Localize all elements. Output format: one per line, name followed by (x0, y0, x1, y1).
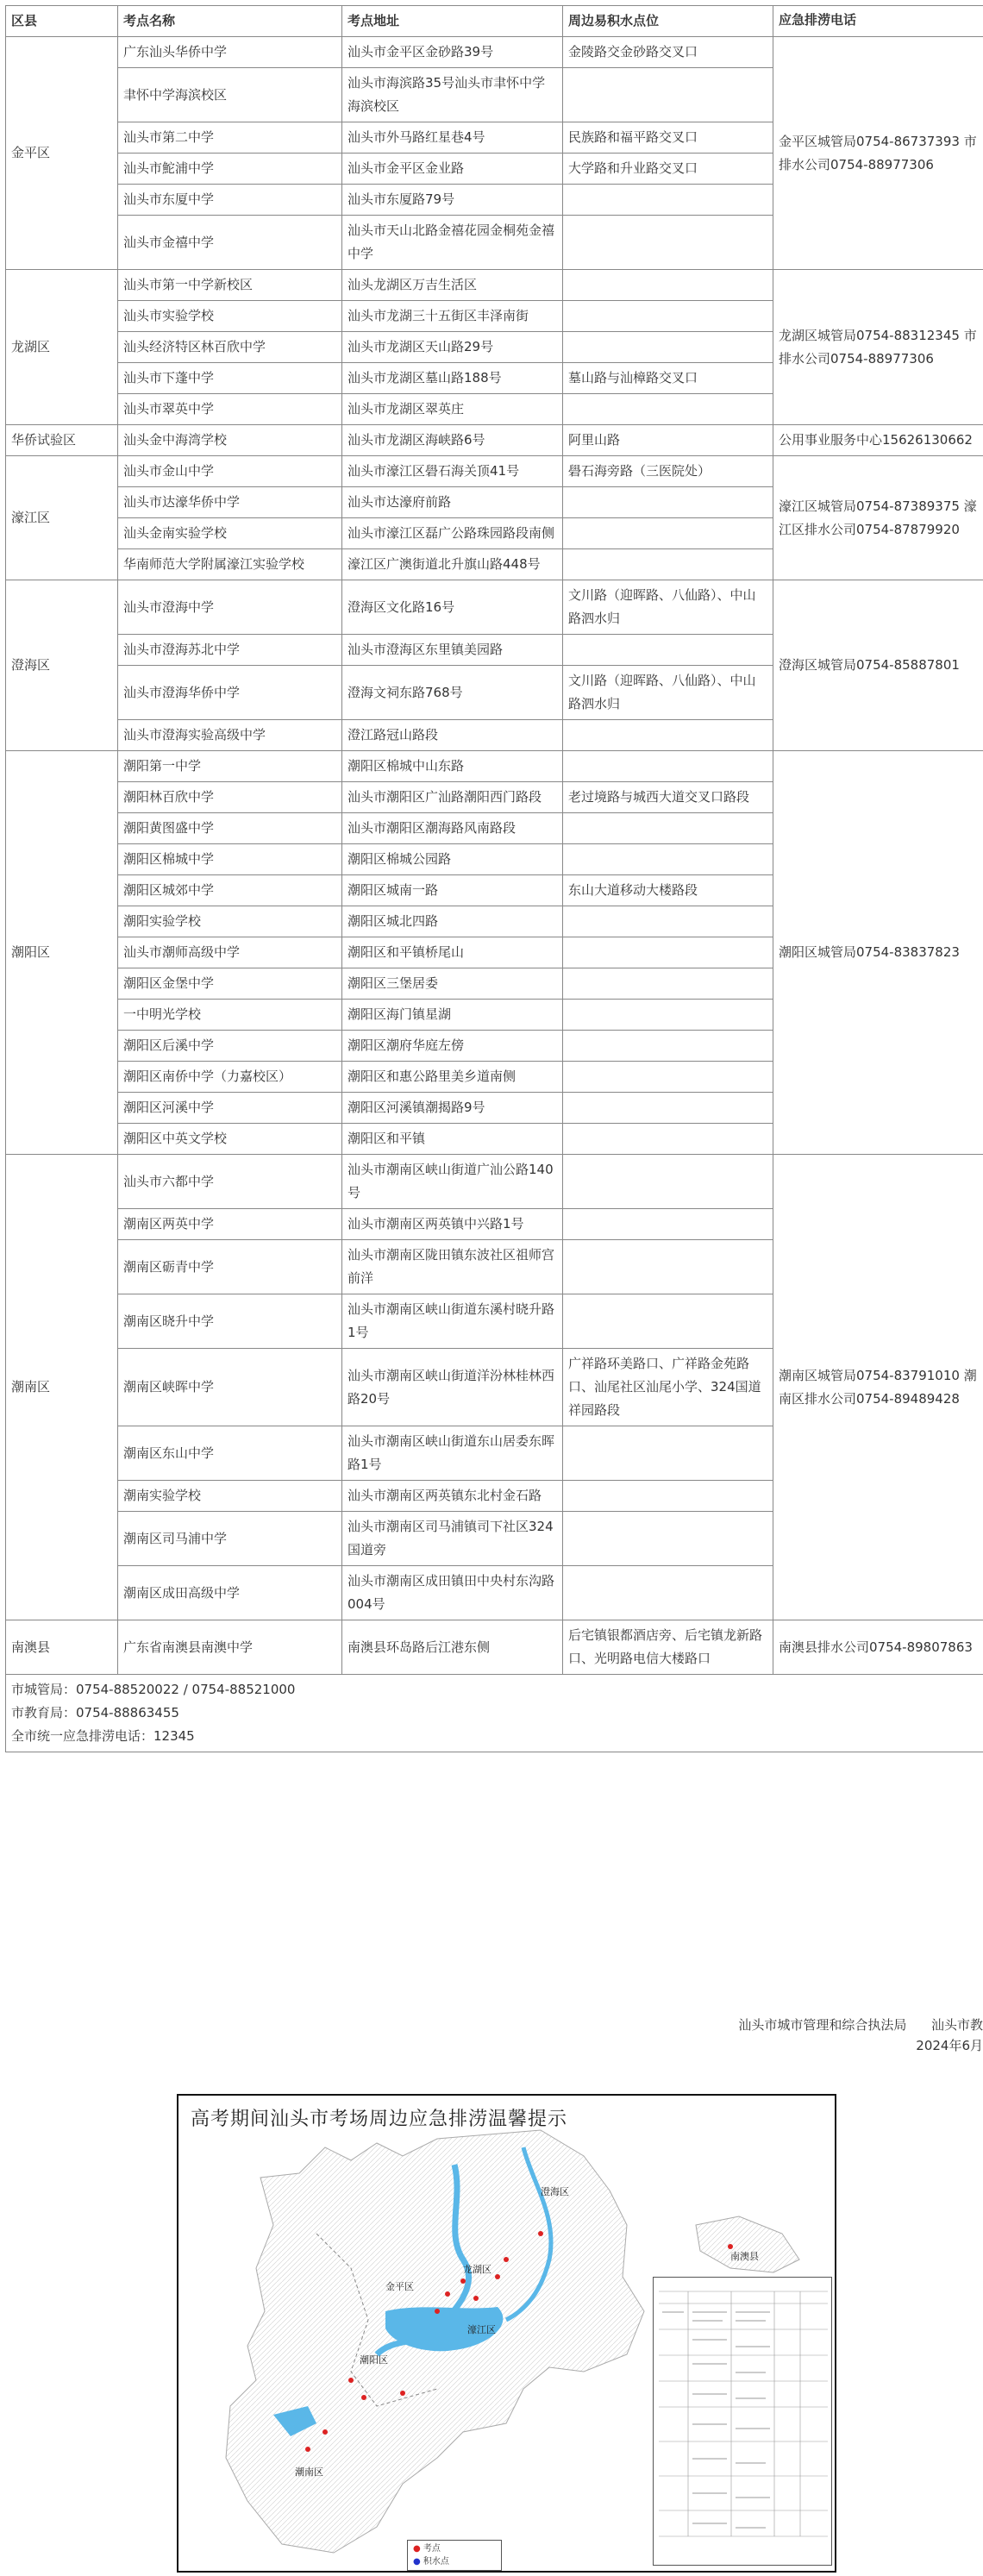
header-address: 考点地址 (342, 6, 563, 37)
school-cell: 汕头市澄海苏北中学 (118, 635, 342, 666)
school-cell: 潮阳区后溪中学 (118, 1031, 342, 1062)
address-cell: 潮阳区棉城中山东路 (342, 751, 563, 782)
school-cell: 汕头市东厦中学 (118, 185, 342, 216)
address-cell: 汕头市达濠府前路 (342, 487, 563, 518)
map-label: 潮南区 (295, 2466, 323, 2478)
district-cell: 南澳县 (6, 1620, 118, 1675)
school-cell: 潮南区东山中学 (118, 1426, 342, 1481)
address-cell: 潮阳区城北四路 (342, 906, 563, 937)
address-cell: 潮阳区河溪镇潮揭路9号 (342, 1093, 563, 1124)
school-cell: 汕头市实验学校 (118, 301, 342, 332)
school-cell: 潮阳第一中学 (118, 751, 342, 782)
school-cell: 潮南区成田高级中学 (118, 1566, 342, 1620)
school-cell: 潮阳区南侨中学（力嘉校区） (118, 1062, 342, 1093)
phone-cell: 金平区城管局0754-86737393 市排水公司0754-88977306 (773, 37, 983, 270)
flood-cell (563, 216, 773, 270)
legend-flood-icon: ● (413, 2557, 421, 2567)
flood-cell: 广祥路环美路口、广祥路金苑路口、汕尾社区汕尾小学、324国道祥园路段 (563, 1349, 773, 1426)
address-cell: 汕头市潮南区峡山街道东溪村晓升路1号 (342, 1294, 563, 1349)
header-phone: 应急排涝电话 (773, 6, 983, 37)
flood-cell (563, 1062, 773, 1093)
flood-cell (563, 68, 773, 122)
footer-line-hotline: 全市统一应急排涝电话：12345 (11, 1728, 195, 1744)
phone-cell: 南澳县排水公司0754-89807863 (773, 1620, 983, 1675)
school-cell: 汕头市第二中学 (118, 122, 342, 154)
legend-school-icon: ● (413, 2544, 421, 2554)
school-cell: 潮阳区棉城中学 (118, 844, 342, 875)
phone-cell: 澄海区城管局0754-85887801 (773, 580, 983, 751)
flood-cell (563, 1124, 773, 1155)
flood-cell (563, 1209, 773, 1240)
district-cell: 澄海区 (6, 580, 118, 751)
flood-cell (563, 635, 773, 666)
flood-cell: 老过境路与城西大道交叉口路段 (563, 782, 773, 813)
flood-cell (563, 1512, 773, 1566)
table-row (6, 270, 983, 301)
address-cell: 汕头市潮南区两英镇东北村金石路 (342, 1481, 563, 1512)
school-cell: 聿怀中学海滨校区 (118, 68, 342, 122)
flood-cell (563, 1093, 773, 1124)
address-cell: 潮阳区潮府华庭左傍 (342, 1031, 563, 1062)
address-cell: 汕头龙湖区万吉生活区 (342, 270, 563, 301)
school-cell: 汕头市下蓬中学 (118, 363, 342, 394)
address-cell: 汕头市潮南区成田镇田中央村东沟路004号 (342, 1566, 563, 1620)
signature-date: 2024年6月 (916, 2038, 983, 2053)
map-legend-table (653, 2277, 832, 2566)
address-cell: 汕头市澄海区东里镇美园路 (342, 635, 563, 666)
school-cell: 汕头市澄海实验高级中学 (118, 720, 342, 751)
school-cell: 潮阳林百欣中学 (118, 782, 342, 813)
table-row (6, 1620, 983, 1675)
table-header-row (6, 6, 983, 37)
flood-cell (563, 968, 773, 1000)
address-cell: 汕头市金平区金业路 (342, 154, 563, 185)
flood-cell (563, 720, 773, 751)
address-cell: 汕头市潮南区两英镇中兴路1号 (342, 1209, 563, 1240)
flood-cell (563, 751, 773, 782)
flood-cell (563, 1426, 773, 1481)
phone-cell: 潮阳区城管局0754-83837823 (773, 751, 983, 1155)
school-cell: 潮阳黄图盛中学 (118, 813, 342, 844)
school-cell: 广东省南澳县南澳中学 (118, 1620, 342, 1675)
map-label: 龙湖区 (463, 2264, 492, 2275)
school-cell: 汕头市达濠华侨中学 (118, 487, 342, 518)
address-cell: 澄江路冠山路段 (342, 720, 563, 751)
header-flood: 周边易积水点位 (563, 6, 773, 37)
header-school: 考点名称 (118, 6, 342, 37)
address-cell: 潮阳区棉城公园路 (342, 844, 563, 875)
school-cell: 潮阳区金堡中学 (118, 968, 342, 1000)
address-cell: 汕头市龙湖区翠英庄 (342, 394, 563, 425)
school-cell: 汕头市澄海中学 (118, 580, 342, 635)
school-cell: 广东汕头华侨中学 (118, 37, 342, 68)
address-cell: 汕头市潮南区司马浦镇司下社区324国道旁 (342, 1512, 563, 1566)
school-cell: 汕头金南实验学校 (118, 518, 342, 549)
signature-org2: 汕头市教 (930, 2017, 983, 2033)
address-cell: 汕头市潮阳区潮海路风南路段 (342, 813, 563, 844)
table-body (6, 37, 983, 1675)
phone-cell: 龙湖区城管局0754-88312345 市排水公司0754-88977306 (773, 270, 983, 425)
address-cell: 潮阳区海门镇星湖 (342, 1000, 563, 1031)
flood-cell (563, 1481, 773, 1512)
flood-cell: 文川路（迎晖路、八仙路）、中山路泗水归 (563, 666, 773, 720)
flood-cell (563, 906, 773, 937)
school-cell: 汕头市翠英中学 (118, 394, 342, 425)
address-cell: 汕头市龙湖三十五街区丰泽南街 (342, 301, 563, 332)
address-cell: 汕头市龙湖区海峡路6号 (342, 425, 563, 456)
footer-line-edu: 市教育局：0754-88863455 (11, 1705, 179, 1720)
map-label: 金平区 (385, 2281, 414, 2292)
flood-cell (563, 332, 773, 363)
address-cell: 汕头市龙湖区墓山路188号 (342, 363, 563, 394)
address-cell: 汕头市潮南区陇田镇东波社区祖师宫前洋 (342, 1240, 563, 1294)
map-land-islands (696, 2216, 799, 2272)
address-cell: 汕头市濠江区磊广公路珠园路段南侧 (342, 518, 563, 549)
address-cell: 濠江区广澳街道北升旗山路448号 (342, 549, 563, 580)
phone-cell: 潮南区城管局0754-83791010 潮南区排水公司0754-89489428 (773, 1155, 983, 1620)
school-cell: 潮南实验学校 (118, 1481, 342, 1512)
table-row (6, 456, 983, 487)
address-cell: 汕头市东厦路79号 (342, 185, 563, 216)
address-cell: 澄海文祠东路768号 (342, 666, 563, 720)
map-label: 澄海区 (541, 2186, 569, 2197)
school-cell: 一中明光学校 (118, 1000, 342, 1031)
map-title: 高考期间汕头市考场周边应急排涝温馨提示 (191, 2109, 568, 2130)
flood-cell (563, 518, 773, 549)
district-cell: 龙湖区 (6, 270, 118, 425)
address-cell: 汕头市潮南区峡山街道广汕公路140号 (342, 1155, 563, 1209)
flood-cell: 大学路和升业路交叉口 (563, 154, 773, 185)
school-cell: 潮南区司马浦中学 (118, 1512, 342, 1566)
flood-cell (563, 1294, 773, 1349)
legend-school-label: 考点 (423, 2544, 441, 2554)
flood-cell: 民族路和福平路交叉口 (563, 122, 773, 154)
address-cell: 汕头市潮阳区广汕路潮阳西门路段 (342, 782, 563, 813)
address-cell: 澄海区文化路16号 (342, 580, 563, 635)
address-cell: 南澳县环岛路后江港东侧 (342, 1620, 563, 1675)
school-cell: 汕头市金山中学 (118, 456, 342, 487)
address-cell: 汕头市外马路红星巷4号 (342, 122, 563, 154)
flood-cell: 东山大道移动大楼路段 (563, 875, 773, 906)
flood-cell (563, 1240, 773, 1294)
address-cell: 潮阳区和平镇 (342, 1124, 563, 1155)
school-cell: 汕头市金禧中学 (118, 216, 342, 270)
school-cell: 潮南区砺青中学 (118, 1240, 342, 1294)
school-cell: 潮南区晓升中学 (118, 1294, 342, 1349)
district-cell: 濠江区 (6, 456, 118, 580)
exam-table (5, 5, 983, 1752)
flood-cell (563, 301, 773, 332)
flood-cell (563, 185, 773, 216)
flood-cell (563, 394, 773, 425)
footer-row (6, 1675, 983, 1752)
district-cell: 金平区 (6, 37, 118, 270)
map-label: 南澳县 (730, 2251, 759, 2262)
school-cell: 潮阳实验学校 (118, 906, 342, 937)
address-cell: 汕头市濠江区礐石海关顶41号 (342, 456, 563, 487)
flood-cell (563, 1000, 773, 1031)
table-row (6, 1155, 983, 1209)
flood-cell (563, 813, 773, 844)
map-figure (177, 2094, 836, 2573)
address-cell: 汕头市龙湖区天山路29号 (342, 332, 563, 363)
signature (0, 2015, 983, 2056)
school-cell: 汕头市潮师高级中学 (118, 937, 342, 968)
school-cell: 汕头金中海湾学校 (118, 425, 342, 456)
legend-flood-label: 积水点 (423, 2557, 449, 2567)
address-cell: 潮阳区和惠公路里美乡道南侧 (342, 1062, 563, 1093)
flood-cell: 墓山路与汕樟路交叉口 (563, 363, 773, 394)
flood-cell (563, 487, 773, 518)
flood-cell: 阿里山路 (563, 425, 773, 456)
address-cell: 潮阳区城南一路 (342, 875, 563, 906)
school-cell: 华南师范大学附属濠江实验学校 (118, 549, 342, 580)
district-cell: 华侨试验区 (6, 425, 118, 456)
phone-cell: 公用事业服务中心15626130662 (773, 425, 983, 456)
school-cell: 潮南区峡晖中学 (118, 1349, 342, 1426)
address-cell: 潮阳区和平镇桥尾山 (342, 937, 563, 968)
table-row (6, 425, 983, 456)
flood-cell (563, 270, 773, 301)
school-cell: 汕头市澄海华侨中学 (118, 666, 342, 720)
school-cell: 潮阳区城郊中学 (118, 875, 342, 906)
school-cell: 汕头经济特区林百欣中学 (118, 332, 342, 363)
flood-cell (563, 844, 773, 875)
district-cell: 潮阳区 (6, 751, 118, 1155)
school-cell: 汕头市第一中学新校区 (118, 270, 342, 301)
flood-cell (563, 1031, 773, 1062)
flood-cell (563, 549, 773, 580)
flood-cell: 文川路（迎晖路、八仙路）、中山路泗水归 (563, 580, 773, 635)
flood-cell (563, 1566, 773, 1620)
flood-cell (563, 1155, 773, 1209)
legend-table-drawing (654, 2278, 833, 2567)
address-cell: 汕头市海滨路35号汕头市聿怀中学海滨校区 (342, 68, 563, 122)
header-district: 区县 (6, 6, 118, 37)
school-cell: 汕头市鮀浦中学 (118, 154, 342, 185)
flood-cell: 后宅镇银都酒店旁、后宅镇龙新路口、光明路电信大楼路口 (563, 1620, 773, 1675)
school-cell: 潮阳区河溪中学 (118, 1093, 342, 1124)
flood-cell: 礐石海旁路（三医院处） (563, 456, 773, 487)
district-cell: 潮南区 (6, 1155, 118, 1620)
table-row (6, 580, 983, 635)
address-cell: 汕头市金平区金砂路39号 (342, 37, 563, 68)
phone-cell: 濠江区城管局0754-87389375 濠江区排水公司0754-87879920 (773, 456, 983, 580)
footer-cell (6, 1675, 983, 1752)
map-legend (407, 2540, 502, 2571)
school-cell: 潮阳区中英文学校 (118, 1124, 342, 1155)
table-row (6, 37, 983, 68)
footer-line-city: 市城管局：0754-88520022 / 0754-88521000 (11, 1682, 296, 1697)
table-row (6, 751, 983, 782)
address-cell: 汕头市潮南区峡山街道洋汾林桂林西路20号 (342, 1349, 563, 1426)
school-cell: 汕头市六都中学 (118, 1155, 342, 1209)
school-cell: 潮南区两英中学 (118, 1209, 342, 1240)
address-cell: 汕头市天山北路金禧花园金桐苑金禧中学 (342, 216, 563, 270)
flood-cell: 金陵路交金砂路交叉口 (563, 37, 773, 68)
address-cell: 汕头市潮南区峡山街道东山居委东晖路1号 (342, 1426, 563, 1481)
map-label: 濠江区 (467, 2324, 496, 2335)
flood-cell (563, 937, 773, 968)
signature-org1: 汕头市城市管理和综合执法局 (738, 2017, 907, 2033)
map-label: 潮阳区 (360, 2354, 388, 2366)
address-cell: 潮阳区三堡居委 (342, 968, 563, 1000)
